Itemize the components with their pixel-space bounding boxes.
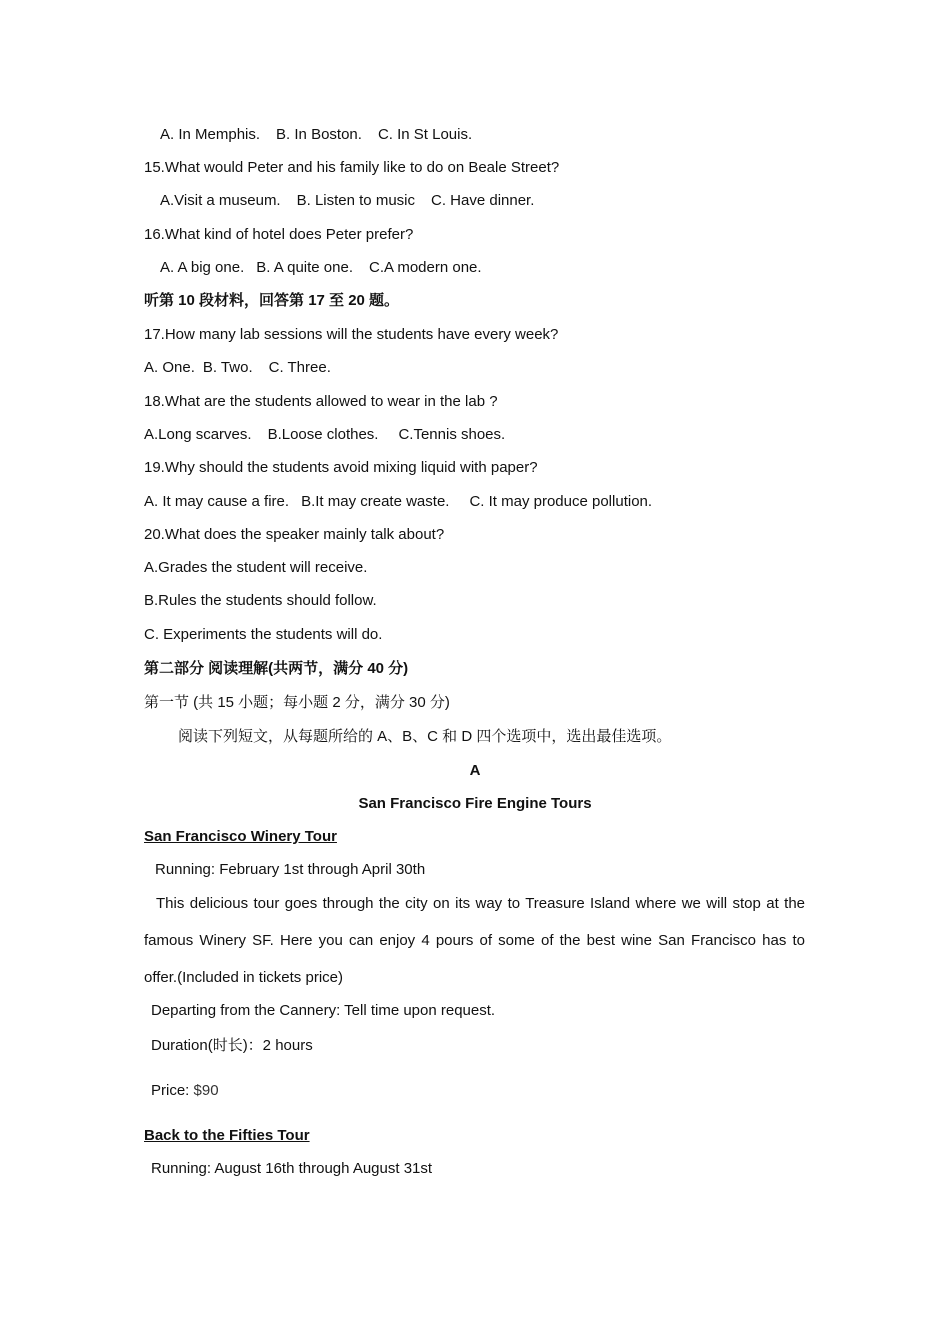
q19-option-a: A. It may cause a fire.	[144, 493, 290, 510]
q18-option-b: B.Loose clothes.	[267, 426, 379, 443]
q20-option-a: A.Grades the student will receive.	[144, 559, 368, 576]
q20-question: 20.What does the speaker mainly talk about?	[144, 526, 445, 543]
q14-option-b: B. In Boston.	[276, 126, 362, 143]
q17-question: 17.How many lab sessions will the students have every week?	[144, 326, 559, 343]
q14-option-c: C. In St Louis.	[377, 126, 473, 143]
q18-option-c: C.Tennis shoes.	[398, 426, 506, 443]
tour1-running: Running: February 1st through April 30th	[155, 861, 426, 878]
tour1-price-value: $90	[193, 1082, 219, 1099]
q14-options	[160, 125, 472, 145]
tour1-desc-line2: famous Winery SF. Here you can enjoy 4 pours of some of the best wine San Francisco has to	[144, 932, 805, 949]
q15-option-b: B. Listen to music	[296, 192, 415, 209]
q19-options	[144, 492, 652, 512]
tour2-running: Running: August 16th through August 31st	[151, 1160, 433, 1177]
q20-option-c: C. Experiments the students will do.	[144, 626, 383, 643]
passage-title: San Francisco Fire Engine Tours	[358, 795, 592, 812]
q17-option-a: A. One.	[144, 359, 195, 376]
q19-option-c: C. It may produce pollution.	[469, 493, 653, 510]
q16-option-c: C.A modern one.	[369, 259, 482, 276]
tour1-price	[151, 1081, 219, 1101]
q16-option-a: A. A big one.	[160, 259, 245, 276]
q15-option-a: A.Visit a museum.	[160, 192, 281, 209]
tour1-departing: Departing from the Cannery: Tell time upon request.	[151, 1002, 496, 1019]
q16-question: 16.What kind of hotel does Peter prefer?	[144, 226, 414, 243]
tour1-duration: Duration(时长)：2 hours	[151, 1037, 313, 1054]
tour1-name: San Francisco Winery Tour	[144, 828, 337, 845]
tour2-name: Back to the Fifties Tour	[144, 1127, 310, 1144]
part2-section1: 第一节 (共 15 小题；每小题 2 分，满分 30 分)	[144, 694, 450, 711]
tour1-desc-line1	[144, 894, 805, 914]
passage-label: A	[469, 762, 481, 779]
q16-option-b: B. A quite one.	[256, 259, 353, 276]
q19-option-b: B.It may create waste.	[301, 493, 450, 510]
tour1-desc-line3: offer.(Included in tickets price)	[144, 969, 343, 986]
q17-option-b: B. Two.	[202, 359, 253, 376]
q17-options	[144, 358, 331, 378]
q17-option-c: C. Three.	[268, 359, 331, 376]
part2-heading: 第二部分 阅读理解(共两节，满分 40 分)	[144, 660, 409, 677]
q18-option-a: A.Long scarves.	[144, 426, 252, 443]
section10-heading: 听第 10 段材料，回答第 17 至 20 题。	[144, 292, 400, 309]
q15-question: 15.What would Peter and his family like to do on Beale Street?	[144, 159, 560, 176]
q18-question: 18.What are the students allowed to wear in the lab ?	[144, 393, 498, 410]
q20-option-b: B.Rules the students should follow.	[144, 592, 377, 609]
q15-option-c: C. Have dinner.	[431, 192, 535, 209]
q19-question: 19.Why should the students avoid mixing liquid with paper?	[144, 459, 538, 476]
q18-options	[144, 425, 505, 445]
q14-option-a: A. In Memphis.	[160, 126, 261, 143]
q16-options	[160, 258, 482, 278]
part2-instruction: 阅读下列短文，从每题所给的 A、B、C 和 D 四个选项中，选出最佳选项。	[178, 728, 672, 745]
tour1-price-label: Price:	[151, 1082, 194, 1099]
tour1-desc-line1-text: This delicious tour goes through the city on its way to Treasure Island where we will stop at the	[156, 895, 805, 912]
q15-options	[160, 191, 534, 211]
